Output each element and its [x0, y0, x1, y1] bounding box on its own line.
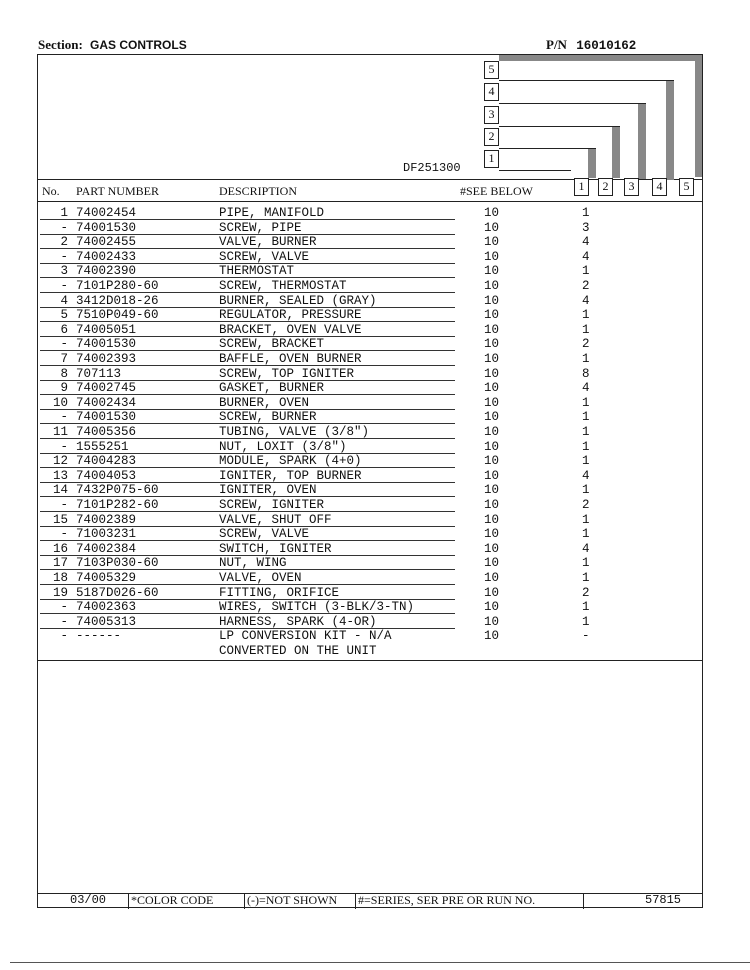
key-col-2: 2	[598, 178, 613, 196]
footer-sep-2	[244, 893, 245, 909]
row-description: IGNITER, TOP BURNER	[219, 468, 362, 483]
table-row	[0, 206, 750, 221]
row-quantity: 1	[582, 483, 590, 498]
table-row	[0, 615, 750, 630]
row-quantity: 4	[582, 249, 590, 264]
table-row	[0, 308, 750, 323]
row-description: SCREW, BRACKET	[219, 337, 325, 352]
row-series: 10	[484, 600, 500, 615]
row-part-number: ------	[76, 629, 122, 644]
table-end-line	[37, 660, 703, 661]
footer-series: #=SERIES, SER PRE OR RUN NO.	[358, 893, 536, 907]
row-description: WIRES, SWITCH (3-BLK/3-TN)	[219, 600, 415, 615]
row-series: 10	[484, 483, 500, 498]
row-no: 12	[52, 454, 68, 469]
row-no: 11	[52, 425, 68, 439]
shade-right	[695, 55, 702, 177]
table-row	[0, 498, 750, 513]
row-quantity: 1	[582, 352, 590, 366]
footer-date: 03/00	[70, 893, 107, 907]
shade-2	[612, 126, 620, 178]
table-row	[0, 337, 750, 352]
row-quantity: 1	[582, 206, 590, 220]
row-quantity: 1	[582, 614, 590, 629]
bracket-4-h	[499, 80, 674, 81]
pn-value: 16010162	[576, 39, 637, 53]
row-quantity: 2	[582, 585, 590, 600]
row-quantity: 2	[582, 279, 590, 293]
footer-number: 57815	[645, 893, 682, 907]
row-no: -	[60, 279, 68, 293]
row-series: 10	[484, 571, 500, 585]
table-row	[0, 629, 750, 644]
row-description: TUBING, VALVE (3/8")	[219, 425, 370, 439]
row-quantity: 1	[582, 600, 590, 615]
row-no: -	[60, 410, 68, 425]
row-series: 10	[484, 614, 500, 629]
row-part-number: 5187D026-60	[76, 585, 159, 600]
row-part-number: 74002363	[76, 600, 137, 615]
row-no: 15	[52, 512, 68, 527]
row-quantity: 1	[582, 322, 590, 337]
row-series: 10	[484, 541, 500, 556]
row-part-number: 74001530	[76, 220, 137, 235]
table-row	[0, 454, 750, 469]
row-no: 2	[60, 235, 68, 250]
diagram-ref: DF251300	[403, 161, 461, 175]
row-description: CONVERTED ON THE UNIT	[219, 644, 377, 658]
row-quantity: 1	[582, 512, 590, 527]
row-no: -	[60, 629, 68, 644]
section-label: Section:	[38, 37, 83, 52]
page-bottom-rule	[10, 962, 750, 963]
footer-sep-4	[583, 893, 584, 909]
table-row	[0, 571, 750, 586]
row-description: NUT, LOXIT (3/8")	[219, 439, 347, 454]
row-quantity: 2	[582, 337, 590, 352]
row-quantity: 4	[582, 381, 590, 396]
row-quantity: -	[582, 629, 590, 644]
row-part-number: 74005051	[76, 322, 137, 337]
row-part-number: 7101P280-60	[76, 279, 159, 293]
row-series: 10	[484, 395, 500, 410]
row-no: 7	[60, 352, 68, 366]
row-series: 10	[484, 556, 500, 571]
row-description: SCREW, PIPE	[219, 220, 302, 235]
row-part-number: 74001530	[76, 410, 137, 425]
row-series: 10	[484, 293, 500, 308]
row-series: 10	[484, 425, 500, 439]
row-series: 10	[484, 366, 500, 381]
row-no: 18	[52, 571, 68, 585]
table-row	[0, 250, 750, 265]
row-series: 10	[484, 235, 500, 250]
row-no: 13	[52, 468, 68, 483]
key-box-1: 1	[484, 150, 499, 168]
row-part-number: 7103P030-60	[76, 556, 159, 571]
row-part-number: 707113	[76, 366, 122, 381]
row-description: HARNESS, SPARK (4-OR)	[219, 614, 377, 629]
shade-1	[588, 148, 596, 178]
header-divider-bottom	[37, 201, 703, 202]
row-description: LP CONVERSION KIT - N/A	[219, 629, 392, 644]
shade-3	[638, 103, 646, 179]
row-no: 14	[52, 483, 68, 498]
table-row	[0, 600, 750, 615]
bracket-1-h	[499, 148, 596, 149]
table-row	[0, 513, 750, 528]
row-series: 10	[484, 279, 500, 293]
key-col-3: 3	[624, 178, 639, 196]
row-quantity: 8	[582, 366, 590, 381]
table-row	[0, 264, 750, 279]
part-number-heading	[546, 37, 636, 53]
row-description: BAFFLE, OVEN BURNER	[219, 352, 362, 366]
row-no: -	[60, 220, 68, 235]
row-description: BURNER, OVEN	[219, 395, 310, 410]
row-quantity: 1	[582, 556, 590, 571]
row-part-number: 74001530	[76, 337, 137, 352]
footer-not-shown: (-)=NOT SHOWN	[247, 893, 338, 907]
row-part-number: 74002389	[76, 512, 137, 527]
row-part-number: 7101P282-60	[76, 498, 159, 512]
row-description: NUT, WING	[219, 556, 287, 571]
row-no: 1	[60, 206, 68, 220]
row-quantity: 1	[582, 308, 590, 323]
table-row	[0, 469, 750, 484]
row-quantity: 1	[582, 527, 590, 542]
row-description: IGNITER, OVEN	[219, 483, 317, 498]
row-part-number: 74005329	[76, 571, 137, 585]
row-no: 4	[60, 293, 68, 308]
pn-label: P/N	[546, 37, 567, 52]
row-quantity: 1	[582, 395, 590, 410]
row-quantity: 4	[582, 235, 590, 250]
key-col-1: 1	[574, 178, 589, 196]
row-series: 10	[484, 454, 500, 469]
row-description: REGULATOR, PRESSURE	[219, 308, 362, 323]
row-quantity: 4	[582, 541, 590, 556]
table-row	[0, 235, 750, 250]
table-row	[0, 483, 750, 498]
row-no: 17	[52, 556, 68, 571]
section-heading	[38, 37, 187, 53]
table-row	[0, 396, 750, 411]
row-part-number: 74002455	[76, 235, 137, 250]
row-no: 10	[52, 395, 68, 410]
table-row	[0, 323, 750, 338]
row-quantity: 1	[582, 425, 590, 439]
col-header-desc: DESCRIPTION	[219, 184, 298, 198]
row-no: -	[60, 439, 68, 454]
row-description: SCREW, BURNER	[219, 410, 317, 425]
key-col-4: 4	[652, 178, 667, 196]
row-no: -	[60, 527, 68, 542]
table-row	[0, 221, 750, 236]
section-value: GAS CONTROLS	[90, 38, 187, 52]
row-series: 10	[484, 322, 500, 337]
row-no: 9	[60, 381, 68, 396]
table-row	[0, 586, 750, 601]
bracket-0-h	[499, 170, 571, 171]
row-quantity: 1	[582, 439, 590, 454]
shade-top	[499, 55, 702, 61]
row-no: 8	[60, 366, 68, 381]
row-series: 10	[484, 439, 500, 454]
table-row	[0, 527, 750, 542]
row-part-number: 7510P049-60	[76, 308, 159, 323]
row-part-number: 71003231	[76, 527, 137, 542]
table-row	[0, 440, 750, 455]
row-description: VALVE, OVEN	[219, 571, 302, 585]
row-description: FITTING, ORIFICE	[219, 585, 340, 600]
table-row	[0, 410, 750, 425]
row-series: 10	[484, 337, 500, 352]
row-quantity: 1	[582, 410, 590, 425]
row-description: GASKET, BURNER	[219, 381, 325, 396]
key-col-5: 5	[679, 178, 694, 196]
row-part-number: 74002745	[76, 381, 137, 396]
row-description: PIPE, MANIFOLD	[219, 206, 325, 220]
row-series: 10	[484, 264, 500, 279]
row-series: 10	[484, 468, 500, 483]
table-row	[0, 644, 750, 659]
row-description: SCREW, IGNITER	[219, 498, 325, 512]
table-row	[0, 367, 750, 382]
row-no: 19	[52, 585, 68, 600]
table-row	[0, 294, 750, 309]
shade-4	[666, 80, 674, 180]
row-series: 10	[484, 308, 500, 323]
row-no: -	[60, 498, 68, 512]
row-description: THERMOSTAT	[219, 264, 295, 279]
row-part-number: 74005313	[76, 614, 137, 629]
row-quantity: 3	[582, 220, 590, 235]
row-no: 16	[52, 541, 68, 556]
row-no: -	[60, 337, 68, 352]
row-no: -	[60, 614, 68, 629]
table-row	[0, 352, 750, 367]
row-quantity: 4	[582, 468, 590, 483]
row-series: 10	[484, 498, 500, 512]
row-description: BRACKET, OVEN VALVE	[219, 322, 362, 337]
table-row	[0, 542, 750, 557]
row-part-number: 74002390	[76, 264, 137, 279]
row-quantity: 2	[582, 498, 590, 512]
row-part-number: 74002393	[76, 352, 137, 366]
row-description: SCREW, THERMOSTAT	[219, 279, 347, 293]
row-series: 10	[484, 352, 500, 366]
row-part-number: 7432P075-60	[76, 483, 159, 498]
row-part-number: 74002434	[76, 395, 137, 410]
row-no: -	[60, 600, 68, 615]
row-no: 3	[60, 264, 68, 279]
row-no: 5	[60, 308, 68, 323]
key-box-3: 3	[484, 106, 499, 124]
bracket-2-h	[499, 126, 620, 127]
row-description: SCREW, VALVE	[219, 249, 310, 264]
footer-color-code: *COLOR CODE	[131, 893, 214, 907]
key-box-5: 5	[484, 61, 499, 79]
col-header-no: No.	[42, 184, 60, 198]
row-series: 10	[484, 629, 500, 644]
footer-sep-1	[128, 893, 129, 909]
row-quantity: 1	[582, 454, 590, 469]
row-description: VALVE, BURNER	[219, 235, 317, 250]
row-no: 6	[60, 322, 68, 337]
row-series: 10	[484, 381, 500, 396]
bracket-3-h	[499, 103, 646, 104]
key-box-4: 4	[484, 83, 499, 101]
table-row	[0, 381, 750, 396]
row-description: BURNER, SEALED (GRAY)	[219, 293, 377, 308]
row-part-number: 1555251	[76, 439, 129, 454]
row-part-number: 74004053	[76, 468, 137, 483]
col-header-see: #SEE BELOW	[460, 184, 533, 198]
table-row	[0, 425, 750, 440]
row-quantity: 1	[582, 571, 590, 585]
row-part-number: 74004283	[76, 454, 137, 469]
row-description: SCREW, TOP IGNITER	[219, 366, 355, 381]
row-series: 10	[484, 527, 500, 542]
row-series: 10	[484, 512, 500, 527]
row-series: 10	[484, 220, 500, 235]
row-description: SCREW, VALVE	[219, 527, 310, 542]
table-row	[0, 556, 750, 571]
row-quantity: 4	[582, 293, 590, 308]
row-description: MODULE, SPARK (4+0)	[219, 454, 362, 469]
row-series: 10	[484, 206, 500, 220]
row-series: 10	[484, 249, 500, 264]
row-no: -	[60, 249, 68, 264]
row-series: 10	[484, 585, 500, 600]
row-part-number: 74002384	[76, 541, 137, 556]
row-part-number: 74005356	[76, 425, 137, 439]
row-quantity: 1	[582, 264, 590, 279]
row-description: SWITCH, IGNITER	[219, 541, 332, 556]
col-header-part: PART NUMBER	[76, 184, 159, 198]
row-series: 10	[484, 410, 500, 425]
row-part-number: 74002433	[76, 249, 137, 264]
row-part-number: 74002454	[76, 206, 137, 220]
row-part-number: 3412D018-26	[76, 293, 159, 308]
row-description: VALVE, SHUT OFF	[219, 512, 332, 527]
footer-sep-3	[355, 893, 356, 909]
key-box-2: 2	[484, 128, 499, 146]
table-row	[0, 279, 750, 294]
